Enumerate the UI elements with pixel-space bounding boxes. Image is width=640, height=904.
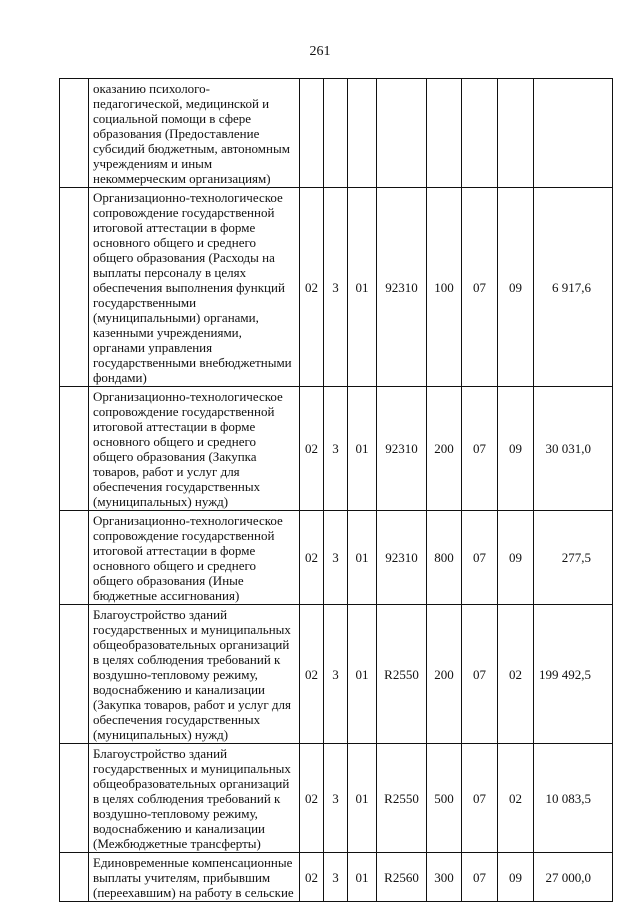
program-cell	[300, 79, 324, 188]
direction-cell: R2550	[377, 605, 427, 744]
event-cell: 01	[348, 605, 377, 744]
amount-cell: 277,5	[534, 511, 613, 605]
row-number-cell	[60, 605, 89, 744]
section-cell: 07	[462, 188, 498, 387]
subsection-cell: 09	[498, 511, 534, 605]
direction-cell: 92310	[377, 387, 427, 511]
subsection-cell: 09	[498, 387, 534, 511]
table-row	[60, 511, 613, 605]
event-cell	[348, 79, 377, 188]
program-cell: 02	[300, 511, 324, 605]
description-cell: Организационно-технологическое сопровождение государственной итоговой аттестации в форме основного общего и среднего общего образования (Расходы на выплаты персоналу в целях обеспечения выполнения функций государственными (муниципальными) органами, казенными учреждениями, органами управления государственными внебюджетными фондами)	[89, 188, 300, 387]
program-cell: 02	[300, 387, 324, 511]
expense-type-cell: 800	[427, 511, 462, 605]
subprogram-cell: 3	[324, 387, 348, 511]
expense-type-cell: 100	[427, 188, 462, 387]
expense-type-cell: 200	[427, 605, 462, 744]
row-number-cell	[60, 744, 89, 853]
row-number-cell	[60, 853, 89, 902]
expense-type-cell: 300	[427, 853, 462, 902]
subprogram-cell: 3	[324, 605, 348, 744]
event-cell: 01	[348, 744, 377, 853]
program-cell: 02	[300, 605, 324, 744]
subsection-cell: 09	[498, 188, 534, 387]
table-row	[60, 605, 613, 744]
direction-cell: R2560	[377, 853, 427, 902]
description-cell: Единовременные компенсационные выплаты учителям, прибывшим (переехавшим) на работу в сельские	[89, 853, 300, 902]
event-cell: 01	[348, 188, 377, 387]
amount-cell: 27 000,0	[534, 853, 613, 902]
description-cell: оказанию психолого-педагогической, медицинской и социальной помощи в сфере образования (Предоставление субсидий бюджетным, автономным учреждениям и иным некоммерческим организациям)	[89, 79, 300, 188]
row-number-cell	[60, 511, 89, 605]
subsection-cell: 09	[498, 853, 534, 902]
row-number-cell	[60, 79, 89, 188]
subsection-cell: 02	[498, 605, 534, 744]
expense-type-cell: 200	[427, 387, 462, 511]
table-row	[60, 387, 613, 511]
subsection-cell: 02	[498, 744, 534, 853]
table-row	[60, 853, 613, 902]
section-cell: 07	[462, 511, 498, 605]
section-cell: 07	[462, 853, 498, 902]
subprogram-cell: 3	[324, 744, 348, 853]
description-cell: Организационно-технологическое сопровождение государственной итоговой аттестации в форме основного общего и среднего общего образования (Иные бюджетные ассигнования)	[89, 511, 300, 605]
amount-cell: 30 031,0	[534, 387, 613, 511]
direction-cell: 92310	[377, 511, 427, 605]
direction-cell	[377, 79, 427, 188]
table-row	[60, 188, 613, 387]
program-cell: 02	[300, 188, 324, 387]
description-cell: Организационно-технологическое сопровождение государственной итоговой аттестации в форме основного общего и среднего общего образования (Закупка товаров, работ и услуг для обеспечения государственных (муниципальных) нужд)	[89, 387, 300, 511]
subprogram-cell: 3	[324, 511, 348, 605]
expense-type-cell	[427, 79, 462, 188]
section-cell: 07	[462, 387, 498, 511]
table-row	[60, 79, 613, 188]
amount-cell	[534, 79, 613, 188]
event-cell: 01	[348, 511, 377, 605]
budget-table	[59, 78, 613, 902]
subprogram-cell: 3	[324, 853, 348, 902]
row-number-cell	[60, 387, 89, 511]
amount-cell: 10 083,5	[534, 744, 613, 853]
description-cell: Благоустройство зданий государственных и муниципальных общеобразовательных организаций в целях соблюдения требований к воздушно-тепловому режиму, водоснабжению и канализации (Закупка товаров, работ и услуг для обеспечения государственных (муниципальных) нужд)	[89, 605, 300, 744]
section-cell: 07	[462, 744, 498, 853]
event-cell: 01	[348, 853, 377, 902]
direction-cell: 92310	[377, 188, 427, 387]
budget-table-body	[60, 79, 613, 902]
subprogram-cell: 3	[324, 188, 348, 387]
direction-cell: R2550	[377, 744, 427, 853]
section-cell: 07	[462, 605, 498, 744]
amount-cell: 6 917,6	[534, 188, 613, 387]
amount-cell: 199 492,5	[534, 605, 613, 744]
expense-type-cell: 500	[427, 744, 462, 853]
program-cell: 02	[300, 744, 324, 853]
description-cell: Благоустройство зданий государственных и муниципальных общеобразовательных организаций в целях соблюдения требований к воздушно-тепловому режиму, водоснабжению и канализации (Межбюджетные трансферты)	[89, 744, 300, 853]
program-cell: 02	[300, 853, 324, 902]
subprogram-cell	[324, 79, 348, 188]
page-number: 261	[309, 44, 331, 59]
table-row	[60, 744, 613, 853]
event-cell: 01	[348, 387, 377, 511]
section-cell	[462, 79, 498, 188]
row-number-cell	[60, 188, 89, 387]
subsection-cell	[498, 79, 534, 188]
